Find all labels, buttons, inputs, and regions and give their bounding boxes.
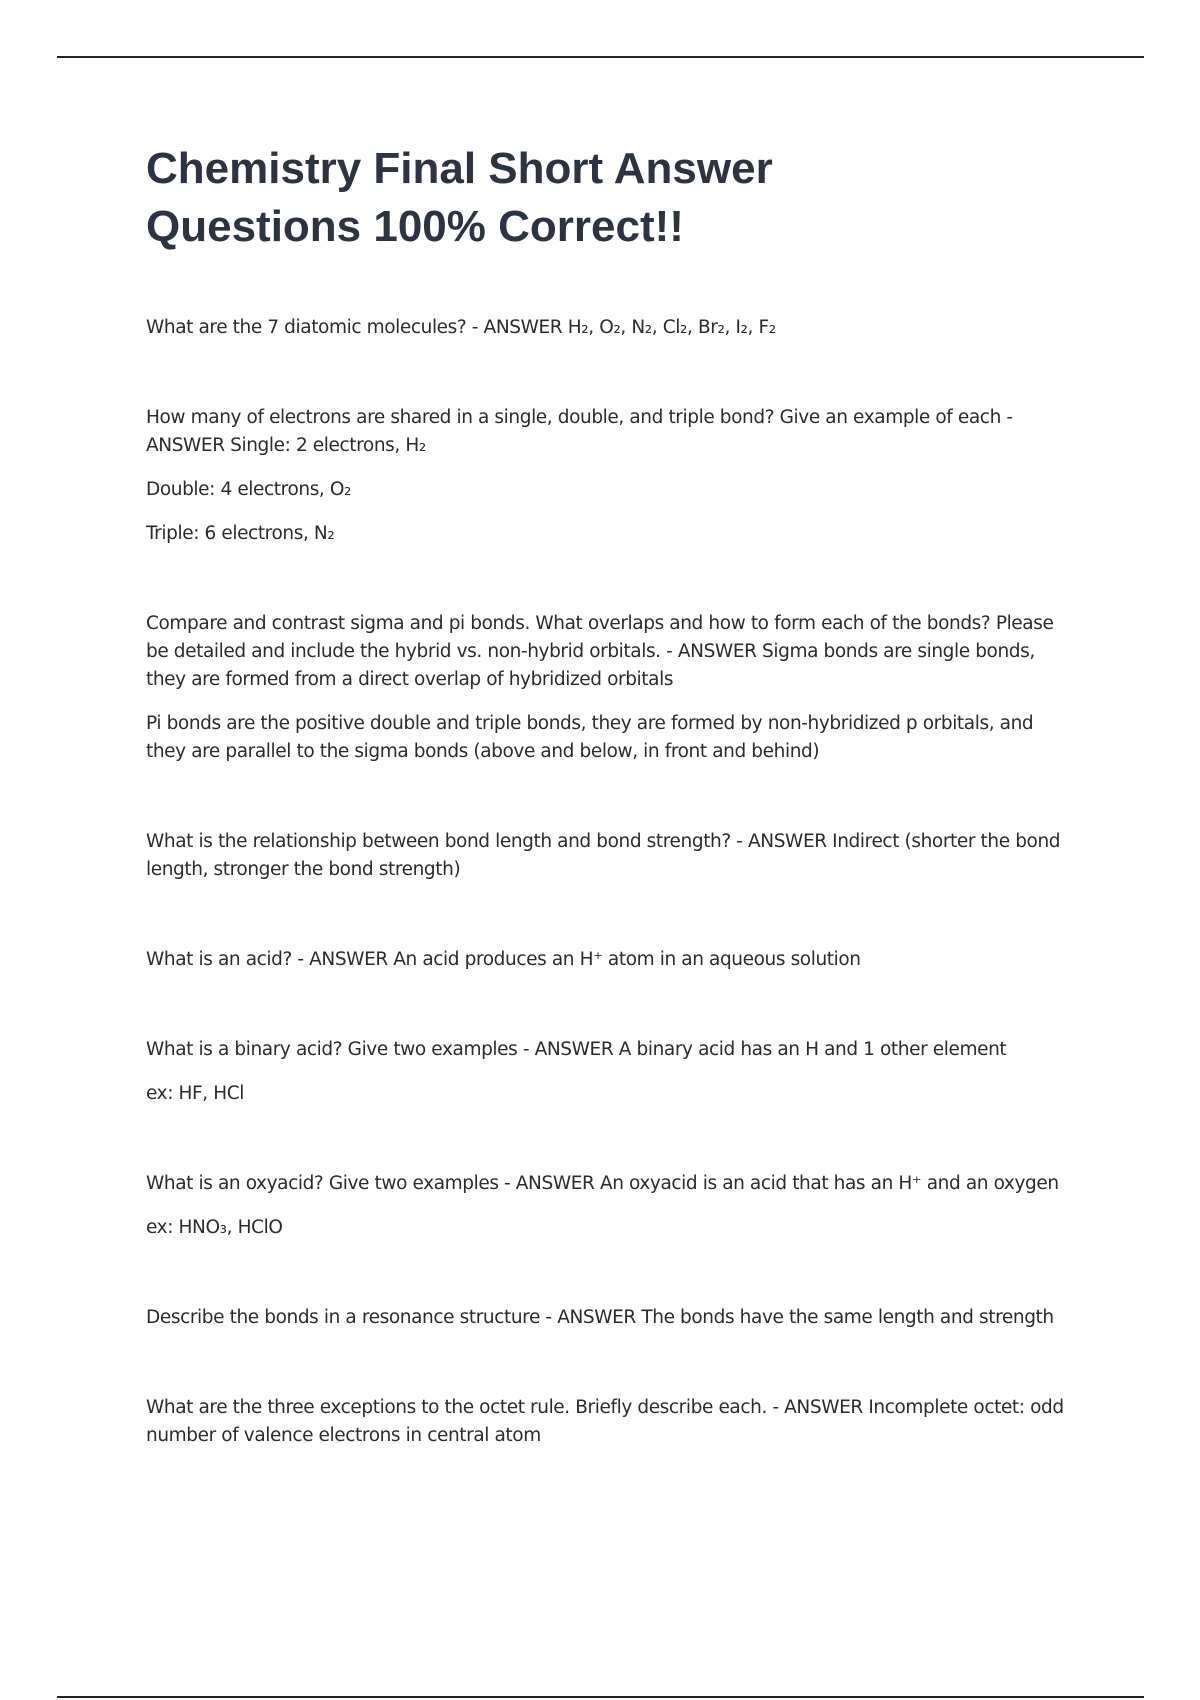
- qa-paragraph: How many of electrons are shared in a single, double, and triple bond? Give an example of each - ANSWER Single: 2 electrons, H₂: [146, 407, 1013, 456]
- qa-paragraph: Triple: 6 electrons, N₂: [146, 523, 335, 544]
- qa-paragraph: What is an oxyacid? Give two examples - ANSWER An oxyacid is an acid that has an H⁺ and an oxygen: [146, 1173, 1059, 1194]
- qa-paragraph: Describe the bonds in a resonance structure - ANSWER The bonds have the same length and strength: [146, 1307, 1054, 1328]
- qa-paragraph: Pi bonds are the positive double and triple bonds, they are formed by non-hybridized p orbitals, and they are parallel to the sigma bonds (above and below, in front and behind): [146, 713, 1034, 762]
- qa-paragraph: What is the relationship between bond length and bond strength? - ANSWER Indirect (shorter the bond length, stronger the bond strength): [146, 831, 1061, 880]
- qa-item-resonance: [146, 1304, 1066, 1332]
- document-page: [146, 140, 1066, 1512]
- qa-item-shared-electrons: [146, 404, 1066, 548]
- document-title: [146, 140, 1066, 256]
- qa-paragraph: ex: HNO₃, HClO: [146, 1217, 283, 1238]
- qa-paragraph: Compare and contrast sigma and pi bonds. What overlaps and how to form each of the bonds? Please be detailed and include the hybrid vs. non-hybrid orbitals. - ANSWER Sigma bonds are single bonds, they are formed from a direct overlap of hybridized orbitals: [146, 613, 1054, 690]
- qa-item-diatomic: [146, 314, 1066, 342]
- bottom-rule: [57, 1696, 1144, 1698]
- qa-item-bond-length: [146, 828, 1066, 884]
- qa-paragraph: Double: 4 electrons, O₂: [146, 479, 352, 500]
- qa-paragraph: What is an acid? - ANSWER An acid produces an H⁺ atom in an aqueous solution: [146, 949, 861, 970]
- qa-item-oxyacid: [146, 1170, 1066, 1242]
- qa-paragraph: What are the three exceptions to the octet rule. Briefly describe each. - ANSWER Incomplete octet: odd number of valence electrons in central atom: [146, 1397, 1064, 1446]
- document-title-line-1: Chemistry Final Short Answer: [146, 144, 773, 193]
- qa-item-sigma-pi: [146, 610, 1066, 766]
- top-rule: [57, 56, 1144, 58]
- qa-paragraph: ex: HF, HCl: [146, 1083, 245, 1104]
- document-title-line-2: Questions 100% Correct!!: [146, 202, 684, 251]
- qa-paragraph: What are the 7 diatomic molecules? - ANSWER H₂, O₂, N₂, Cl₂, Br₂, I₂, F₂: [146, 317, 776, 338]
- qa-item-binary-acid: [146, 1036, 1066, 1108]
- qa-paragraph: What is a binary acid? Give two examples - ANSWER A binary acid has an H and 1 other element: [146, 1039, 1007, 1060]
- qa-item-octet-exceptions: [146, 1394, 1066, 1450]
- qa-item-acid: [146, 946, 1066, 974]
